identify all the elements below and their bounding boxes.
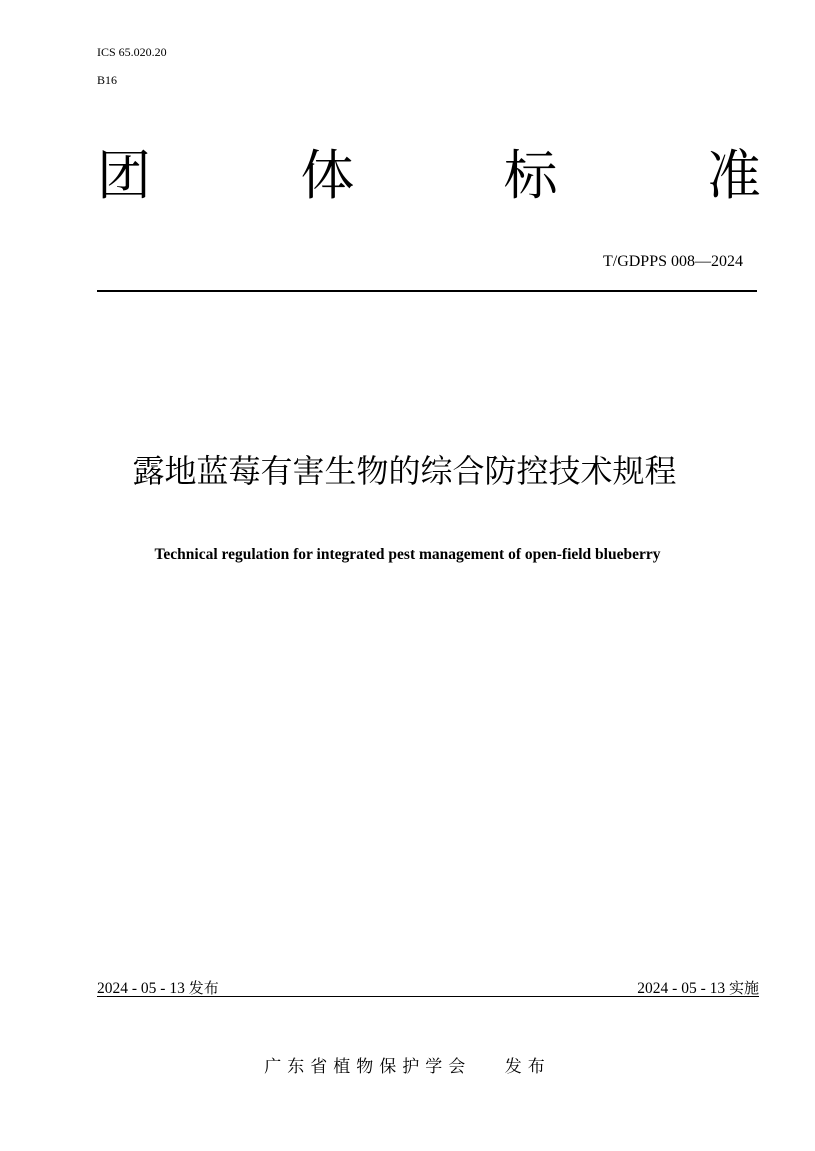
standard-number: T/GDPPS 008—2024: [602, 253, 743, 270]
implement-date: [637, 978, 759, 999]
document-type-char: 准: [706, 144, 761, 207]
english-title: Technical regulation for integrated pest management of open-field blueberry: [154, 546, 661, 563]
ics-code: ICS 65.020.20: [97, 45, 167, 59]
document-type-char: 标: [503, 144, 558, 207]
date-row: [97, 978, 759, 1000]
document-type-char: 体: [300, 144, 355, 207]
implement-label: 实施: [728, 979, 759, 997]
issuer-name: 广东省植物保护学会: [264, 1057, 472, 1077]
document-type-title: [97, 140, 761, 212]
issuer-action: 发布: [504, 1057, 551, 1077]
publish-date: [97, 978, 219, 999]
header-divider: [97, 290, 757, 292]
chinese-title: 露地蓝莓有害生物的综合防控技术规程: [132, 452, 677, 490]
publish-date-value: 2024 - 05 - 13: [97, 980, 185, 997]
document-type-char: 团: [97, 144, 151, 207]
publish-label: 发布: [188, 979, 219, 997]
implement-date-value: 2024 - 05 - 13: [637, 980, 726, 997]
ccs-code: B16: [97, 73, 118, 87]
issuer-line: [0, 1055, 815, 1079]
